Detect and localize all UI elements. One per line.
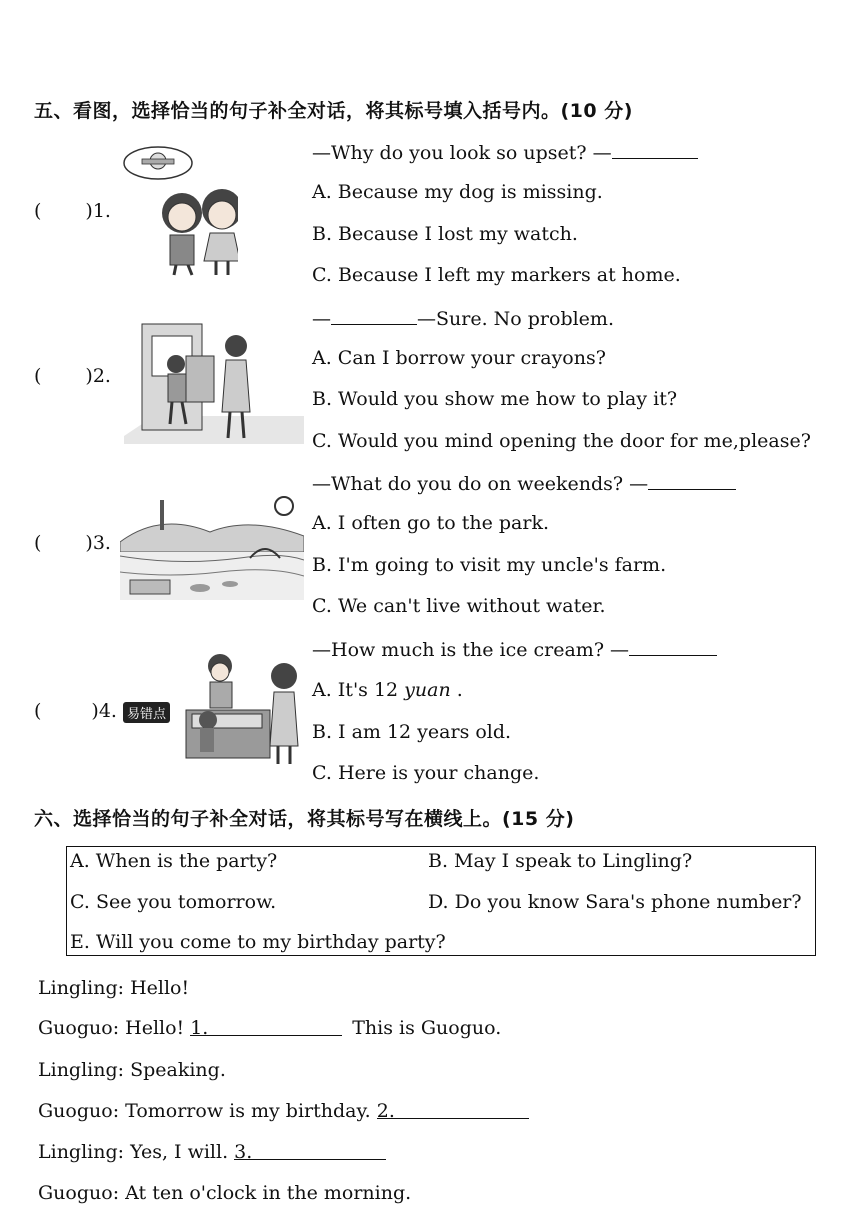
q1-number: )1. bbox=[85, 200, 111, 222]
q3-number: )3. bbox=[85, 532, 111, 554]
q2-number: )2. bbox=[85, 365, 111, 387]
dialogue-line-5 bbox=[38, 1141, 386, 1163]
q4-picture-ice-cream-shop bbox=[182, 650, 302, 768]
q4-option-a-yuan: yuan bbox=[404, 679, 451, 701]
q4-option-a bbox=[312, 679, 463, 701]
q4-option-b: B. I am 12 years old. bbox=[312, 721, 512, 743]
q2-picture-door bbox=[124, 316, 304, 444]
q1-picture-kids-watch bbox=[118, 143, 238, 278]
q3-option-c: C. We can't live without water. bbox=[312, 595, 606, 617]
paren-open: ( bbox=[34, 200, 42, 222]
q4-prompt-text: —How much is the ice cream? — bbox=[312, 639, 630, 661]
box-option-c: C. See you tomorrow. bbox=[70, 891, 277, 913]
q3-answer-blank[interactable] bbox=[648, 471, 736, 490]
blank-1-number: 1. bbox=[190, 1017, 209, 1039]
blank-2-number: 2. bbox=[376, 1100, 395, 1122]
dialogue-line-5-pre: Lingling: Yes, I will. bbox=[38, 1141, 235, 1163]
q3-picture-park bbox=[120, 492, 304, 600]
q3-option-b: B. I'm going to visit my uncle's farm. bbox=[312, 554, 667, 576]
q4-number: )4. bbox=[91, 700, 117, 722]
q2-option-c: C. Would you mind opening the door for me,please? bbox=[312, 430, 811, 452]
dialogue-line-4 bbox=[38, 1100, 529, 1122]
paren-open: ( bbox=[34, 365, 42, 387]
q4-answer-blank[interactable] bbox=[629, 637, 717, 656]
q2-paren bbox=[34, 365, 111, 387]
q1-answer-blank[interactable] bbox=[612, 140, 698, 159]
section6-title: 六、选择恰当的句子补全对话，将其标号写在横线上。(15 分) bbox=[34, 808, 575, 830]
q4-option-a-text: A. It's 12 bbox=[312, 679, 405, 701]
answer-blank-1[interactable] bbox=[190, 1017, 342, 1039]
q1-paren bbox=[34, 200, 111, 222]
q1-option-a: A. Because my dog is missing. bbox=[312, 181, 603, 203]
paren-open: ( bbox=[34, 532, 42, 554]
blank-3-number: 3. bbox=[234, 1141, 253, 1163]
answer-blank-2[interactable] bbox=[376, 1100, 529, 1122]
paren-open: ( bbox=[34, 700, 42, 722]
dialogue-line-2-pre: Guoguo: Hello! bbox=[38, 1017, 191, 1039]
q4-paren bbox=[34, 700, 170, 723]
q4-option-a-period: . bbox=[450, 679, 463, 701]
q2-answer-blank[interactable] bbox=[331, 306, 417, 325]
section5-title: 五、看图，选择恰当的句子补全对话，将其标号填入括号内。(10 分) bbox=[34, 100, 633, 122]
dialogue-line-1: Lingling: Hello! bbox=[38, 977, 190, 999]
q4-prompt bbox=[312, 637, 717, 661]
error-prone-tag: 易错点 bbox=[123, 702, 170, 723]
q3-paren bbox=[34, 532, 111, 554]
dialogue-line-3: Lingling: Speaking. bbox=[38, 1059, 226, 1081]
dialogue-line-2-post: This is Guoguo. bbox=[352, 1017, 502, 1039]
box-option-b: B. May I speak to Lingling? bbox=[428, 850, 693, 872]
box-option-a: A. When is the party? bbox=[70, 850, 278, 872]
q3-prompt-text: —What do you do on weekends? — bbox=[312, 473, 649, 495]
q2-reply: —Sure. No problem. bbox=[417, 308, 614, 330]
q1-prompt-text: —Why do you look so upset? — bbox=[312, 142, 612, 164]
dialogue-line-2 bbox=[38, 1017, 501, 1039]
q4-option-c: C. Here is your change. bbox=[312, 762, 540, 784]
answer-blank-3[interactable] bbox=[234, 1141, 386, 1163]
q2-dash: — bbox=[312, 308, 331, 330]
box-option-e: E. Will you come to my birthday party? bbox=[70, 931, 446, 953]
box-option-d: D. Do you know Sara's phone number? bbox=[428, 891, 802, 913]
q1-prompt bbox=[312, 140, 698, 164]
q3-option-a: A. I often go to the park. bbox=[312, 512, 550, 534]
q2-option-b: B. Would you show me how to play it? bbox=[312, 388, 678, 410]
dialogue-line-6: Guoguo: At ten o'clock in the morning. bbox=[38, 1182, 412, 1204]
q2-prompt bbox=[312, 306, 614, 330]
q3-prompt bbox=[312, 471, 736, 495]
dialogue-line-4-pre: Guoguo: Tomorrow is my birthday. bbox=[38, 1100, 377, 1122]
q1-option-b: B. Because I lost my watch. bbox=[312, 223, 578, 245]
q1-option-c: C. Because I left my markers at home. bbox=[312, 264, 681, 286]
q2-option-a: A. Can I borrow your crayons? bbox=[312, 347, 606, 369]
